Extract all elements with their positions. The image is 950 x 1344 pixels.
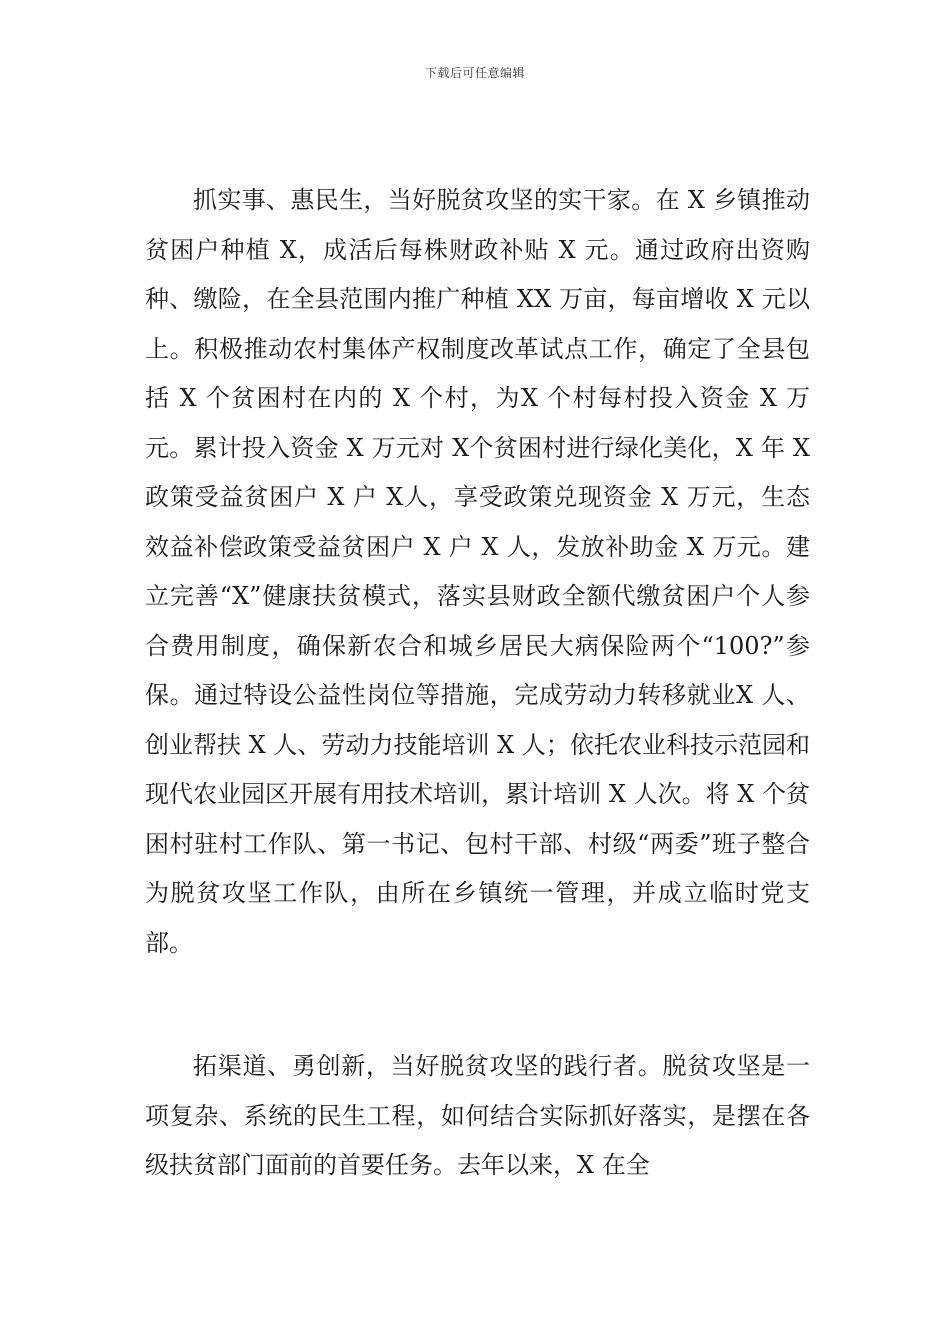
paragraph-2: 拓渠道、勇创新，当好脱贫攻坚的践行者。脱贫攻坚是一项复杂、系统的民生工程，如何结合实际抓好落实，是摆在各级扶贫部门面前的首要任务。去年以来，X 在全: [145, 1052, 810, 1179]
page-header: 下载后可任意编辑: [424, 66, 525, 80]
paragraph-1: 抓实事、惠民生，当好脱贫攻坚的实干家。在 X 乡镇推动贫困户种植 X，成活后每株财政补贴 X 元。通过政府出资购种、缴险，在全县范围内推广种植 XX 万亩，每亩增收 X 元以上。积极推动农村集体产权制度改革试点工作，确定了全县包括 X 个贫困村在内的 X 个村，为X 个村每村投入资金 X 万元。累计投入资金 X 万元对 X个贫困村进行绿化美化，X 年 X 政策受益贫困户 X 户 X人，享受政策兑现资金 X 万元，生态效益补偿政策受益贫困户 X 户 X 人，发放补助金 X 万元。建立完善“X”健康扶贫模式，落实县财政全额代缴贫困户个人参合费用制度，确保新农合和城乡居民大病保险两个“100?”参保。通过特设公益性岗位等措施，完成劳动力转移就业X 人、创业帮扶 X 人、劳动力技能培训 X 人；依托农业科技示范园和现代农业园区开展有用技术培训，累计培训 X 人次。将 X 个贫困村驻村工作队、第一书记、包村干部、村级“两委”班子整合为脱贫攻坚工作队，由所在乡镇统一管理，并成立临时党支部。: [145, 186, 810, 957]
document-body: [145, 176, 810, 1191]
